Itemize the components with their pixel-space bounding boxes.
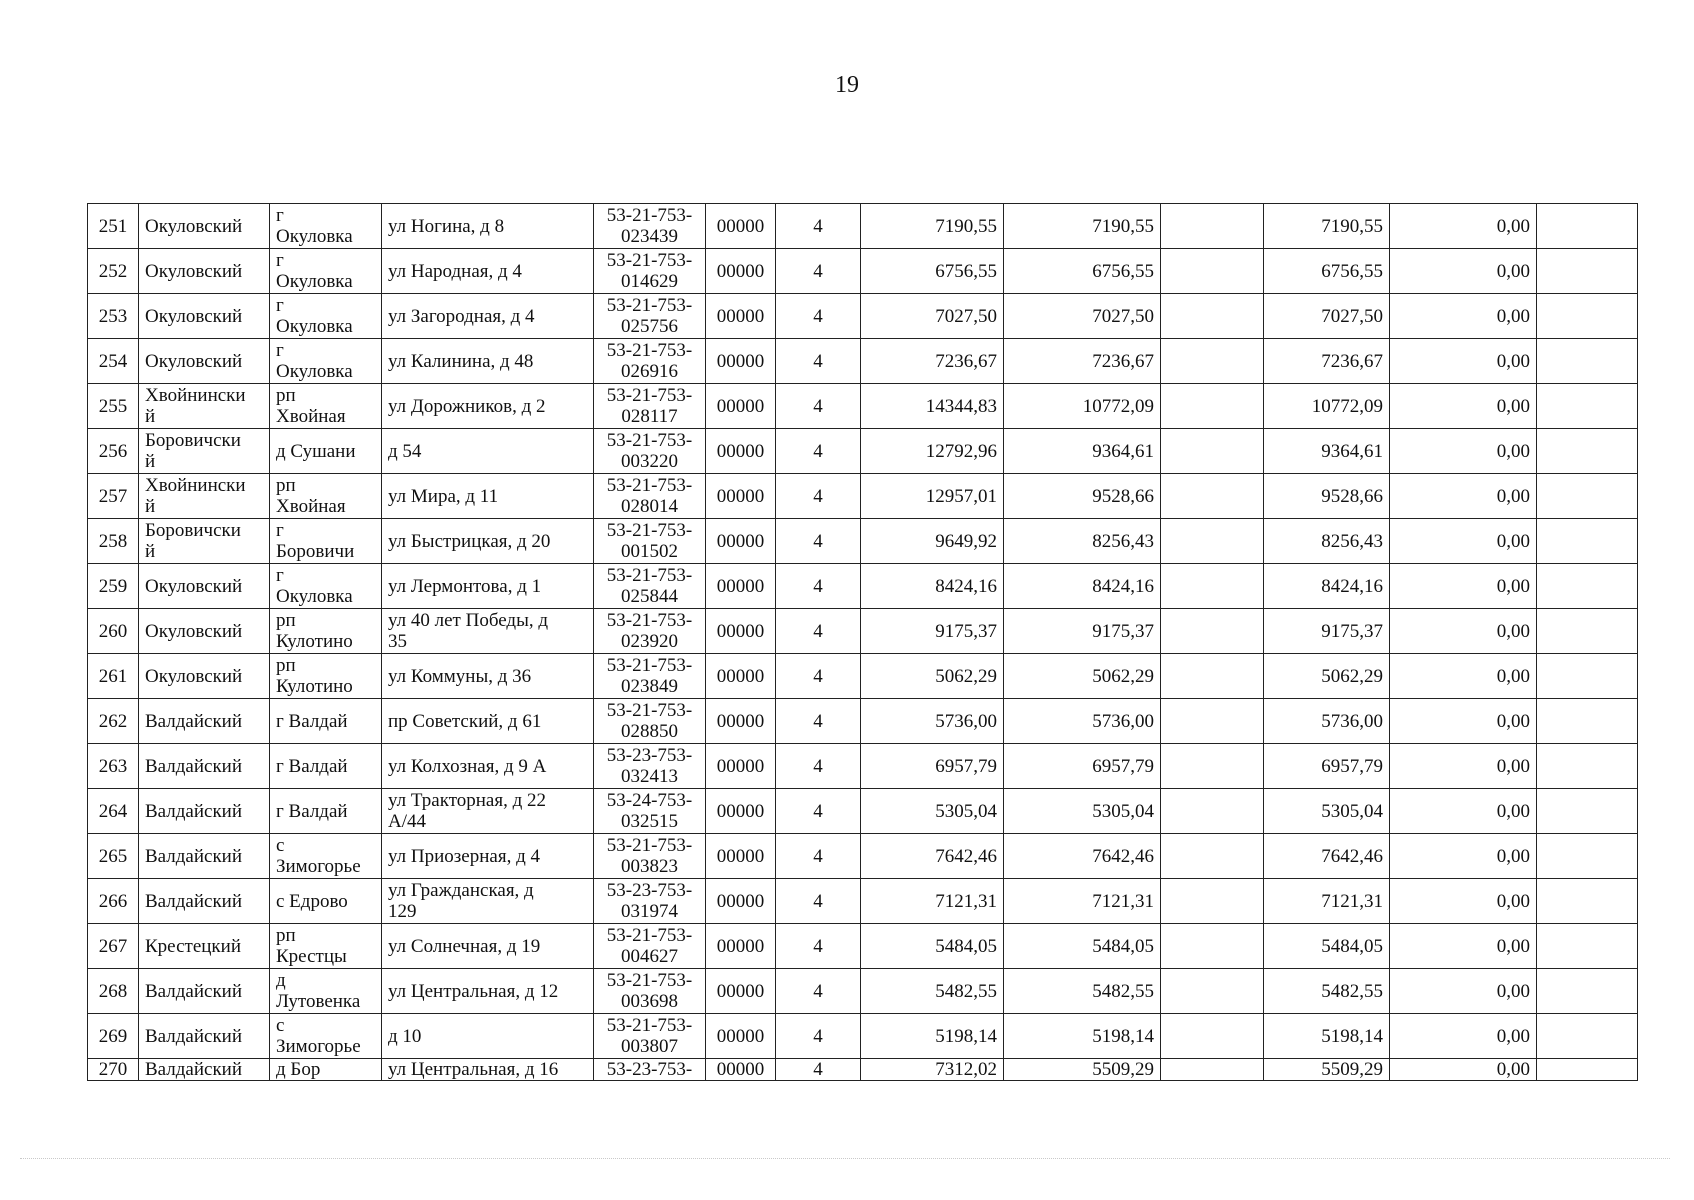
amount-funded-cell: 5305,04 xyxy=(1264,789,1390,834)
amount-empty-cell xyxy=(1161,654,1264,699)
category-cell: 4 xyxy=(776,654,861,699)
amount-allocated-cell: 5484,05 xyxy=(1004,924,1161,969)
district-cell: Боровичски й xyxy=(139,429,270,474)
amount-empty-cell xyxy=(1161,339,1264,384)
amount-balance-cell: 0,00 xyxy=(1390,249,1537,294)
amount-funded-cell: 7027,50 xyxy=(1264,294,1390,339)
table-row xyxy=(88,744,1638,789)
amount-total-cell: 9649,92 xyxy=(861,519,1004,564)
amount-balance-cell: 0,00 xyxy=(1390,879,1537,924)
amount-allocated-cell: 7642,46 xyxy=(1004,834,1161,879)
amount-funded-cell: 5736,00 xyxy=(1264,699,1390,744)
district-cell: Хвойнински й xyxy=(139,384,270,429)
amount-balance-cell: 0,00 xyxy=(1390,204,1537,249)
notes-cell xyxy=(1537,789,1638,834)
amount-allocated-cell: 7027,50 xyxy=(1004,294,1161,339)
amount-empty-cell xyxy=(1161,699,1264,744)
okato-cell: 00000 xyxy=(706,519,776,564)
category-cell: 4 xyxy=(776,249,861,294)
notes-cell xyxy=(1537,249,1638,294)
settlement-cell: г Валдай xyxy=(270,744,382,789)
row-number-cell: 267 xyxy=(88,924,139,969)
amount-funded-cell: 9364,61 xyxy=(1264,429,1390,474)
amount-total-cell: 12957,01 xyxy=(861,474,1004,519)
notes-cell xyxy=(1537,564,1638,609)
okato-cell: 00000 xyxy=(706,924,776,969)
amount-allocated-cell: 9528,66 xyxy=(1004,474,1161,519)
amount-balance-cell: 0,00 xyxy=(1390,924,1537,969)
okato-cell: 00000 xyxy=(706,654,776,699)
amount-empty-cell xyxy=(1161,204,1264,249)
address-cell: ул Быстрицкая, д 20 xyxy=(382,519,594,564)
amount-balance-cell: 0,00 xyxy=(1390,609,1537,654)
address-cell: ул Колхозная, д 9 А xyxy=(382,744,594,789)
amount-empty-cell xyxy=(1161,789,1264,834)
cadastral-code-cell: 53-21-753- 014629 xyxy=(594,249,706,294)
district-cell: Боровичски й xyxy=(139,519,270,564)
amount-balance-cell: 0,00 xyxy=(1390,744,1537,789)
address-cell: ул Центральная, д 12 xyxy=(382,969,594,1014)
amount-total-cell: 8424,16 xyxy=(861,564,1004,609)
cadastral-code-cell: 53-21-753- 028117 xyxy=(594,384,706,429)
district-cell: Валдайский xyxy=(139,744,270,789)
amount-funded-cell: 7642,46 xyxy=(1264,834,1390,879)
table-row xyxy=(88,564,1638,609)
address-cell: д 10 xyxy=(382,1014,594,1059)
amount-empty-cell xyxy=(1161,294,1264,339)
okato-cell: 00000 xyxy=(706,249,776,294)
okato-cell: 00000 xyxy=(706,879,776,924)
amount-balance-cell: 0,00 xyxy=(1390,654,1537,699)
notes-cell xyxy=(1537,519,1638,564)
address-cell: ул Приозерная, д 4 xyxy=(382,834,594,879)
okato-cell: 00000 xyxy=(706,384,776,429)
cadastral-code-cell: 53-21-753- 003220 xyxy=(594,429,706,474)
cadastral-code-cell: 53-21-753- 023439 xyxy=(594,204,706,249)
amount-funded-cell: 7190,55 xyxy=(1264,204,1390,249)
amount-total-cell: 7642,46 xyxy=(861,834,1004,879)
amount-funded-cell: 10772,09 xyxy=(1264,384,1390,429)
category-cell: 4 xyxy=(776,969,861,1014)
okato-cell: 00000 xyxy=(706,429,776,474)
district-cell: Окуловский xyxy=(139,654,270,699)
district-cell: Хвойнински й xyxy=(139,474,270,519)
row-number-cell: 257 xyxy=(88,474,139,519)
cadastral-code-cell: 53-21-753- 003823 xyxy=(594,834,706,879)
amount-funded-cell: 5198,14 xyxy=(1264,1014,1390,1059)
category-cell: 4 xyxy=(776,1059,861,1081)
amount-total-cell: 5484,05 xyxy=(861,924,1004,969)
notes-cell xyxy=(1537,879,1638,924)
amount-allocated-cell: 6957,79 xyxy=(1004,744,1161,789)
category-cell: 4 xyxy=(776,384,861,429)
row-number-cell: 264 xyxy=(88,789,139,834)
cadastral-code-cell: 53-21-753- 028014 xyxy=(594,474,706,519)
table-row xyxy=(88,519,1638,564)
row-number-cell: 259 xyxy=(88,564,139,609)
table-row xyxy=(88,249,1638,294)
table-row xyxy=(88,789,1638,834)
cadastral-code-cell: 53-21-753- 025756 xyxy=(594,294,706,339)
row-number-cell: 260 xyxy=(88,609,139,654)
amount-allocated-cell: 7190,55 xyxy=(1004,204,1161,249)
row-number-cell: 252 xyxy=(88,249,139,294)
amount-balance-cell: 0,00 xyxy=(1390,519,1537,564)
table-row xyxy=(88,924,1638,969)
amount-allocated-cell: 9175,37 xyxy=(1004,609,1161,654)
category-cell: 4 xyxy=(776,339,861,384)
settlement-cell: с Зимогорье xyxy=(270,1014,382,1059)
table-row xyxy=(88,429,1638,474)
registry-table xyxy=(87,203,1638,1081)
settlement-cell: г Окуловка xyxy=(270,339,382,384)
okato-cell: 00000 xyxy=(706,564,776,609)
registry-table-body xyxy=(88,204,1638,1081)
amount-balance-cell: 0,00 xyxy=(1390,969,1537,1014)
okato-cell: 00000 xyxy=(706,204,776,249)
notes-cell xyxy=(1537,834,1638,879)
settlement-cell: г Окуловка xyxy=(270,249,382,294)
table-row xyxy=(88,609,1638,654)
address-cell: пр Советский, д 61 xyxy=(382,699,594,744)
cadastral-code-cell: 53-21-753- 025844 xyxy=(594,564,706,609)
district-cell: Окуловский xyxy=(139,609,270,654)
table-row xyxy=(88,294,1638,339)
row-number-cell: 262 xyxy=(88,699,139,744)
district-cell: Окуловский xyxy=(139,339,270,384)
okato-cell: 00000 xyxy=(706,1014,776,1059)
district-cell: Валдайский xyxy=(139,789,270,834)
settlement-cell: г Валдай xyxy=(270,789,382,834)
amount-balance-cell: 0,00 xyxy=(1390,834,1537,879)
amount-total-cell: 5062,29 xyxy=(861,654,1004,699)
amount-allocated-cell: 8424,16 xyxy=(1004,564,1161,609)
address-cell: ул Дорожников, д 2 xyxy=(382,384,594,429)
table-row xyxy=(88,879,1638,924)
amount-allocated-cell: 5062,29 xyxy=(1004,654,1161,699)
cadastral-code-cell: 53-21-753- 028850 xyxy=(594,699,706,744)
row-number-cell: 263 xyxy=(88,744,139,789)
row-number-cell: 265 xyxy=(88,834,139,879)
amount-allocated-cell: 6756,55 xyxy=(1004,249,1161,294)
cadastral-code-cell: 53-23-753- 031974 xyxy=(594,879,706,924)
cadastral-code-cell: 53-21-753- 023920 xyxy=(594,609,706,654)
notes-cell xyxy=(1537,474,1638,519)
table-row xyxy=(88,384,1638,429)
amount-balance-cell: 0,00 xyxy=(1390,789,1537,834)
amount-balance-cell: 0,00 xyxy=(1390,1014,1537,1059)
amount-allocated-cell: 8256,43 xyxy=(1004,519,1161,564)
amount-total-cell: 5305,04 xyxy=(861,789,1004,834)
amount-total-cell: 7121,31 xyxy=(861,879,1004,924)
amount-allocated-cell: 5509,29 xyxy=(1004,1059,1161,1081)
table-row xyxy=(88,1059,1638,1081)
notes-cell xyxy=(1537,204,1638,249)
settlement-cell: рп Кулотино xyxy=(270,654,382,699)
notes-cell xyxy=(1537,654,1638,699)
notes-cell xyxy=(1537,339,1638,384)
district-cell: Валдайский xyxy=(139,879,270,924)
row-number-cell: 251 xyxy=(88,204,139,249)
amount-funded-cell: 7236,67 xyxy=(1264,339,1390,384)
okato-cell: 00000 xyxy=(706,789,776,834)
settlement-cell: г Окуловка xyxy=(270,294,382,339)
amount-empty-cell xyxy=(1161,834,1264,879)
address-cell: ул Лермонтова, д 1 xyxy=(382,564,594,609)
category-cell: 4 xyxy=(776,204,861,249)
amount-allocated-cell: 5305,04 xyxy=(1004,789,1161,834)
amount-funded-cell: 8256,43 xyxy=(1264,519,1390,564)
amount-total-cell: 12792,96 xyxy=(861,429,1004,474)
cadastral-code-cell: 53-24-753- 032515 xyxy=(594,789,706,834)
cadastral-code-cell: 53-21-753- 003698 xyxy=(594,969,706,1014)
row-number-cell: 258 xyxy=(88,519,139,564)
address-cell: ул Тракторная, д 22 А/44 xyxy=(382,789,594,834)
okato-cell: 00000 xyxy=(706,1059,776,1081)
notes-cell xyxy=(1537,609,1638,654)
table-row xyxy=(88,699,1638,744)
amount-funded-cell: 6957,79 xyxy=(1264,744,1390,789)
notes-cell xyxy=(1537,1059,1638,1081)
notes-cell xyxy=(1537,744,1638,789)
address-cell: ул Гражданская, д 129 xyxy=(382,879,594,924)
amount-funded-cell: 5482,55 xyxy=(1264,969,1390,1014)
address-cell: ул Загородная, д 4 xyxy=(382,294,594,339)
category-cell: 4 xyxy=(776,609,861,654)
amount-allocated-cell: 5482,55 xyxy=(1004,969,1161,1014)
row-number-cell: 254 xyxy=(88,339,139,384)
settlement-cell: д Лутовенка xyxy=(270,969,382,1014)
notes-cell xyxy=(1537,429,1638,474)
settlement-cell: с Едрово xyxy=(270,879,382,924)
category-cell: 4 xyxy=(776,519,861,564)
amount-allocated-cell: 7236,67 xyxy=(1004,339,1161,384)
district-cell: Валдайский xyxy=(139,1014,270,1059)
amount-total-cell: 9175,37 xyxy=(861,609,1004,654)
amount-empty-cell xyxy=(1161,969,1264,1014)
amount-funded-cell: 9528,66 xyxy=(1264,474,1390,519)
amount-total-cell: 7312,02 xyxy=(861,1059,1004,1081)
amount-funded-cell: 9175,37 xyxy=(1264,609,1390,654)
settlement-cell: г Валдай xyxy=(270,699,382,744)
district-cell: Крестецкий xyxy=(139,924,270,969)
amount-balance-cell: 0,00 xyxy=(1390,429,1537,474)
amount-funded-cell: 5484,05 xyxy=(1264,924,1390,969)
amount-empty-cell xyxy=(1161,564,1264,609)
amount-allocated-cell: 5736,00 xyxy=(1004,699,1161,744)
district-cell: Окуловский xyxy=(139,564,270,609)
district-cell: Валдайский xyxy=(139,969,270,1014)
row-number-cell: 261 xyxy=(88,654,139,699)
amount-empty-cell xyxy=(1161,384,1264,429)
amount-allocated-cell: 9364,61 xyxy=(1004,429,1161,474)
amount-total-cell: 7236,67 xyxy=(861,339,1004,384)
cadastral-code-cell: 53-21-753- 003807 xyxy=(594,1014,706,1059)
amount-balance-cell: 0,00 xyxy=(1390,339,1537,384)
okato-cell: 00000 xyxy=(706,474,776,519)
scan-artifact-line xyxy=(20,1158,1670,1159)
amount-funded-cell: 5062,29 xyxy=(1264,654,1390,699)
table-row xyxy=(88,969,1638,1014)
amount-total-cell: 6756,55 xyxy=(861,249,1004,294)
amount-empty-cell xyxy=(1161,249,1264,294)
settlement-cell: г Окуловка xyxy=(270,564,382,609)
settlement-cell: д Сушани xyxy=(270,429,382,474)
amount-balance-cell: 0,00 xyxy=(1390,1059,1537,1081)
address-cell: ул Солнечная, д 19 xyxy=(382,924,594,969)
row-number-cell: 253 xyxy=(88,294,139,339)
row-number-cell: 268 xyxy=(88,969,139,1014)
cadastral-code-cell: 53-21-753- 004627 xyxy=(594,924,706,969)
category-cell: 4 xyxy=(776,834,861,879)
okato-cell: 00000 xyxy=(706,699,776,744)
category-cell: 4 xyxy=(776,564,861,609)
settlement-cell: с Зимогорье xyxy=(270,834,382,879)
table-row xyxy=(88,654,1638,699)
row-number-cell: 269 xyxy=(88,1014,139,1059)
settlement-cell: рп Крестцы xyxy=(270,924,382,969)
notes-cell xyxy=(1537,969,1638,1014)
amount-total-cell: 6957,79 xyxy=(861,744,1004,789)
amount-balance-cell: 0,00 xyxy=(1390,474,1537,519)
address-cell: ул Народная, д 4 xyxy=(382,249,594,294)
settlement-cell: г Окуловка xyxy=(270,204,382,249)
settlement-cell: рп Хвойная xyxy=(270,474,382,519)
table-row xyxy=(88,474,1638,519)
okato-cell: 00000 xyxy=(706,609,776,654)
district-cell: Окуловский xyxy=(139,204,270,249)
category-cell: 4 xyxy=(776,699,861,744)
amount-total-cell: 5482,55 xyxy=(861,969,1004,1014)
district-cell: Окуловский xyxy=(139,294,270,339)
category-cell: 4 xyxy=(776,474,861,519)
amount-allocated-cell: 7121,31 xyxy=(1004,879,1161,924)
row-number-cell: 270 xyxy=(88,1059,139,1081)
amount-allocated-cell: 5198,14 xyxy=(1004,1014,1161,1059)
category-cell: 4 xyxy=(776,429,861,474)
table-row xyxy=(88,834,1638,879)
settlement-cell: рп Хвойная xyxy=(270,384,382,429)
notes-cell xyxy=(1537,699,1638,744)
okato-cell: 00000 xyxy=(706,744,776,789)
district-cell: Валдайский xyxy=(139,699,270,744)
category-cell: 4 xyxy=(776,1014,861,1059)
amount-balance-cell: 0,00 xyxy=(1390,384,1537,429)
amount-empty-cell xyxy=(1161,1014,1264,1059)
cadastral-code-cell: 53-21-753- 026916 xyxy=(594,339,706,384)
amount-balance-cell: 0,00 xyxy=(1390,294,1537,339)
amount-funded-cell: 6756,55 xyxy=(1264,249,1390,294)
cadastral-code-cell: 53-21-753- 023849 xyxy=(594,654,706,699)
row-number-cell: 255 xyxy=(88,384,139,429)
okato-cell: 00000 xyxy=(706,834,776,879)
okato-cell: 00000 xyxy=(706,339,776,384)
notes-cell xyxy=(1537,1014,1638,1059)
amount-balance-cell: 0,00 xyxy=(1390,564,1537,609)
category-cell: 4 xyxy=(776,879,861,924)
row-number-cell: 256 xyxy=(88,429,139,474)
amount-empty-cell xyxy=(1161,924,1264,969)
amount-empty-cell xyxy=(1161,429,1264,474)
district-cell: Окуловский xyxy=(139,249,270,294)
table-row xyxy=(88,204,1638,249)
cadastral-code-cell: 53-21-753- 001502 xyxy=(594,519,706,564)
amount-empty-cell xyxy=(1161,474,1264,519)
district-cell: Валдайский xyxy=(139,1059,270,1081)
settlement-cell: г Боровичи xyxy=(270,519,382,564)
amount-funded-cell: 8424,16 xyxy=(1264,564,1390,609)
category-cell: 4 xyxy=(776,294,861,339)
amount-empty-cell xyxy=(1161,609,1264,654)
notes-cell xyxy=(1537,384,1638,429)
address-cell: ул Мира, д 11 xyxy=(382,474,594,519)
address-cell: ул Калинина, д 48 xyxy=(382,339,594,384)
category-cell: 4 xyxy=(776,924,861,969)
address-cell: ул 40 лет Победы, д 35 xyxy=(382,609,594,654)
amount-total-cell: 5736,00 xyxy=(861,699,1004,744)
address-cell: ул Ногина, д 8 xyxy=(382,204,594,249)
address-cell: ул Центральная, д 16 xyxy=(382,1059,594,1081)
amount-balance-cell: 0,00 xyxy=(1390,699,1537,744)
cadastral-code-cell: 53-23-753- xyxy=(594,1059,706,1081)
address-cell: ул Коммуны, д 36 xyxy=(382,654,594,699)
district-cell: Валдайский xyxy=(139,834,270,879)
amount-empty-cell xyxy=(1161,1059,1264,1081)
amount-empty-cell xyxy=(1161,519,1264,564)
amount-total-cell: 7190,55 xyxy=(861,204,1004,249)
settlement-cell: рп Кулотино xyxy=(270,609,382,654)
notes-cell xyxy=(1537,924,1638,969)
amount-total-cell: 5198,14 xyxy=(861,1014,1004,1059)
notes-cell xyxy=(1537,294,1638,339)
table-row xyxy=(88,339,1638,384)
settlement-cell: д Бор xyxy=(270,1059,382,1081)
cadastral-code-cell: 53-23-753- 032413 xyxy=(594,744,706,789)
page-number: 19 xyxy=(835,72,859,98)
okato-cell: 00000 xyxy=(706,294,776,339)
category-cell: 4 xyxy=(776,789,861,834)
amount-funded-cell: 7121,31 xyxy=(1264,879,1390,924)
category-cell: 4 xyxy=(776,744,861,789)
amount-funded-cell: 5509,29 xyxy=(1264,1059,1390,1081)
okato-cell: 00000 xyxy=(706,969,776,1014)
amount-allocated-cell: 10772,09 xyxy=(1004,384,1161,429)
address-cell: д 54 xyxy=(382,429,594,474)
amount-empty-cell xyxy=(1161,744,1264,789)
amount-empty-cell xyxy=(1161,879,1264,924)
row-number-cell: 266 xyxy=(88,879,139,924)
table-row xyxy=(88,1014,1638,1059)
amount-total-cell: 14344,83 xyxy=(861,384,1004,429)
amount-total-cell: 7027,50 xyxy=(861,294,1004,339)
